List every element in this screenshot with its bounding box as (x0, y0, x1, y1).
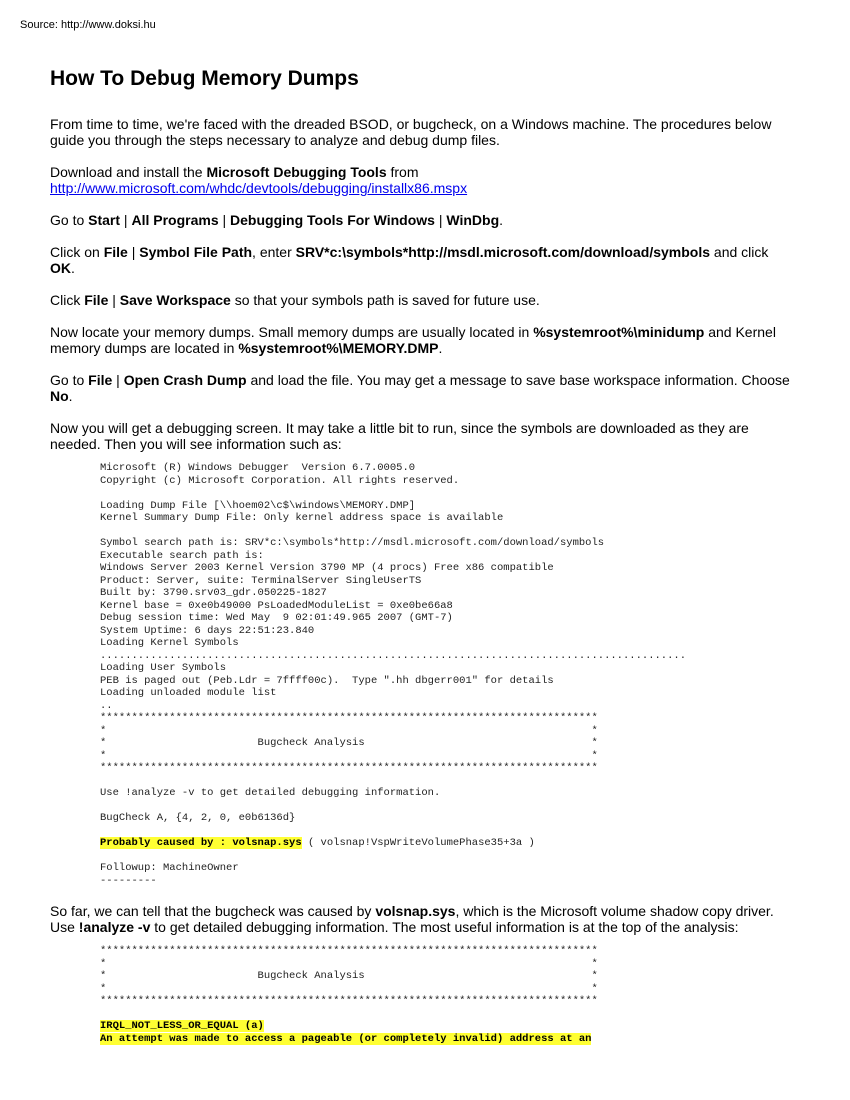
locate-paragraph (50, 324, 792, 356)
symbol-end: . (71, 260, 75, 276)
symbol-sep: | (127, 244, 140, 260)
download-paragraph (50, 164, 792, 196)
article-body (50, 66, 792, 1061)
symbol-mid: , enter (252, 244, 296, 260)
goto-windbg: WinDbg (446, 212, 500, 228)
goto-end: . (499, 212, 504, 228)
locate-prefix: Now locate your memory dumps. Small memory dumps are usually located in (50, 324, 534, 340)
goto-paragraph (50, 212, 792, 228)
symbol-prefix: Click on (50, 244, 104, 260)
sofar-analyze: !analyze -v (78, 919, 151, 935)
goto-sep: | (218, 212, 231, 228)
locate-mid: and Kernel memory dumps are located in (50, 324, 776, 356)
save-prefix: Click (50, 292, 85, 308)
locate-minidump: %systemroot%\minidump (533, 324, 705, 340)
sofar-paragraph (50, 903, 792, 935)
crash-open: Open Crash Dump (123, 372, 247, 388)
symbol-paragraph (50, 244, 792, 276)
sofar-mid: , which is the Microsoft volume shadow copy driver. Use (50, 903, 774, 935)
attempt-highlight: An attempt was made to access a pageable (or completely invalid) address at an (100, 1032, 592, 1045)
goto-prefix: Go to (50, 212, 89, 228)
save-suffix: so that your symbols path is saved for future use. (230, 292, 540, 308)
screen-intro-paragraph: Now you will get a debugging screen. It may take a little bit to run, since the symbols are downloaded as they are needed. Then you will see information such as: (50, 420, 749, 452)
symbol-srv: SRV*c:\symbols*http://msdl.microsoft.com/download/symbols (295, 244, 711, 260)
goto-sep: | (434, 212, 447, 228)
crash-no: No (50, 388, 69, 404)
locate-memdmp: %systemroot%\MEMORY.DMP (238, 340, 439, 356)
download-link[interactable]: http://www.microsoft.com/whdc/devtools/debugging/installx86.mspx (50, 180, 468, 196)
save-paragraph (50, 292, 792, 308)
goto-start: Start (88, 212, 121, 228)
sofar-suffix: to get detailed debugging information. The most useful information is at the top of the analysis: (150, 919, 739, 935)
probable-cause-detail: ( volsnap!VspWriteVolumePhase35+3a ) (301, 837, 535, 849)
locate-end: . (438, 340, 443, 356)
symbol-path-label: Symbol File Path (139, 244, 253, 260)
crash-sep: | (112, 372, 124, 388)
sofar-volsnap: volsnap.sys (375, 903, 456, 919)
debugger-log-main: Microsoft (R) Windows Debugger Version 6.7.0005.0 Copyright (c) Microsoft Corporation. All rights reserved. Loading Dump File [\\hoem02\c$\windows\MEMORY.DMP] Kernel Summary Dump File: Only kernel address space is available Symbol search path is: SRV*c:\symbols*http://msdl.microsoft.com/download/symbols Executable search path is: Windows Server 2003 Kernel Version 3790 MP (4 procs) Free x86 compatible Product: Server, suite: TerminalServer SingleUserTS Built by: 3790.srv03_gdr.050225-1827 Kernel base = 0xe0b49000 PsLoadedModuleList = 0xe0be66a8 Debug session time: Wed May 9 02:01:49.965 2007 (GMT-7) System Uptime: 6 days 22:51:23.840 Loading Kernel Symbols ............................................................................................. Loading User Symbols PEB is paged out (Peb.Ldr = 7ffff00c). Type ".hh dbgerr001" for details Loading unloaded module list .. ******************************************************************************* * * * Bugcheck Analysis * * * ******************************************************************************* Use !analyze -v to get detailed debugging information. BugCheck A, {4, 2, 0, e0b6136d} (100, 462, 686, 824)
page-title: How To Debug Memory Dumps (50, 67, 359, 90)
download-prefix: Download and install the (50, 164, 207, 180)
symbol-ok: OK (50, 260, 71, 276)
crash-prefix: Go to (50, 372, 89, 388)
symbol-mid2: and click (710, 244, 769, 260)
sofar-prefix: So far, we can tell that the bugcheck was caused by (50, 903, 376, 919)
save-sep: | (108, 292, 120, 308)
crash-mid: and load the file. You may get a message to save base workspace information. Choose (246, 372, 790, 388)
save-file: File (84, 292, 109, 308)
crash-end: . (68, 388, 73, 404)
download-bold: Microsoft Debugging Tools (206, 164, 387, 180)
probable-cause-highlight: Probably caused by : volsnap.sys (100, 837, 302, 849)
debugger-output-2 (100, 945, 792, 1045)
goto-sep: | (120, 212, 132, 228)
goto-all-programs: All Programs (131, 212, 219, 228)
irql-highlight: IRQL_NOT_LESS_OR_EQUAL (a) (100, 1020, 264, 1032)
save-workspace: Save Workspace (119, 292, 231, 308)
crash-paragraph (50, 372, 792, 404)
crash-file: File (88, 372, 113, 388)
symbol-file: File (103, 244, 128, 260)
debugger-output-1 (100, 462, 792, 887)
download-suffix: from (386, 164, 419, 180)
intro-paragraph: From time to time, we're faced with the dreaded BSOD, or bugcheck, on a Windows machine. The procedures below guide you through the steps necessary to analyze and debug dump files. (50, 116, 772, 148)
goto-tools: Debugging Tools For Windows (230, 212, 435, 228)
bugcheck-header: ******************************************************************************* * * * Bugcheck Analysis * * * ******************************************************************************* (100, 945, 598, 1007)
debugger-log-tail: Followup: MachineOwner --------- (100, 862, 239, 887)
source-line: Source: http://www.doksi.hu (20, 19, 156, 31)
